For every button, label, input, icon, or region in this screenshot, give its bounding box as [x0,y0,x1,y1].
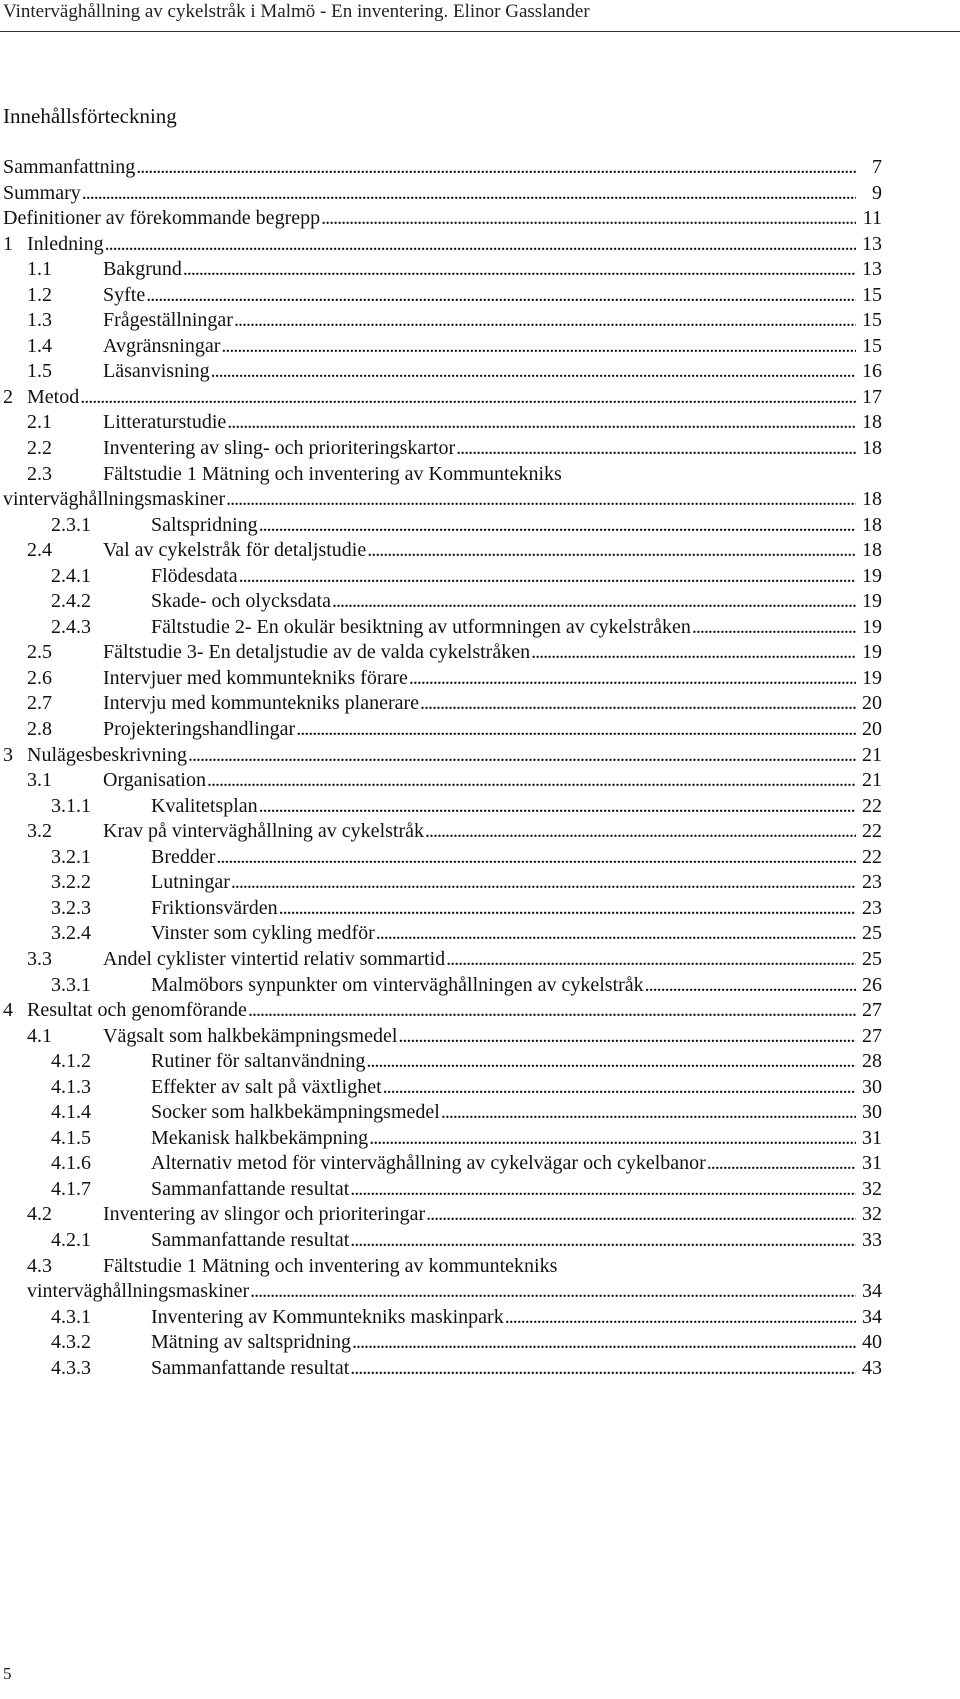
toc-entry-page: 18 [862,513,882,536]
toc-entry[interactable] [0,640,882,666]
dot-leader [350,1356,856,1382]
dot-leader [221,334,856,360]
toc-entry-page: 18 [862,539,882,562]
toc-entry[interactable] [0,1228,882,1254]
dot-leader [231,870,856,896]
toc-entry-label: Rutiner för saltanvändning [151,1050,366,1073]
toc-entry-label: Intervju med kommuntekniks planerare [103,692,420,715]
toc-entry-label: Andel cyklister vintertid relativ sommartid [103,947,446,970]
toc-entry[interactable] [0,1100,882,1126]
dot-leader [332,589,856,615]
toc-entry[interactable] [0,513,882,539]
toc-entry[interactable] [0,615,882,641]
toc-entry-page: 30 [862,1075,882,1098]
header-rule [0,31,960,32]
toc-entry[interactable] [0,257,882,283]
toc-entry[interactable] [0,385,882,411]
toc-entry-number: 3.2.1 [51,845,91,868]
toc-entry[interactable] [0,181,882,207]
toc-entry-label: Sammanfattande resultat [151,1228,350,1251]
toc-entry-number: 2.4.2 [51,590,91,613]
running-header [0,0,960,36]
toc-entry[interactable] [0,410,882,436]
toc-entry-number: 3 [3,743,13,766]
toc-title: Innehållsförteckning [3,104,177,128]
toc-entry-number: 1.2 [27,283,52,306]
toc-entry-page: 18 [862,437,882,460]
toc-entry-label: Syfte [103,283,146,306]
toc-entry-page: 22 [862,794,882,817]
toc-entry-number: 2.5 [27,641,52,664]
toc-entry[interactable] [0,1202,882,1228]
dot-leader [376,921,856,947]
toc-entry-page: 31 [862,1126,882,1149]
toc-entry-label: Litteraturstudie [103,411,227,434]
toc-entry[interactable] [0,1151,882,1177]
dot-leader [216,845,856,871]
toc-entry-label: Lutningar [151,871,230,894]
toc-entry-label: vinterväghållningsmaskiner [27,1280,250,1303]
dot-leader [234,308,856,334]
toc-entry[interactable] [0,870,882,896]
dot-leader [352,1330,856,1356]
toc-entry-number: 2.3 [27,462,52,485]
toc-entry-label: Saltspridning [151,513,258,536]
toc-entry-label: Summary [3,181,81,204]
toc-entry-label: Sammanfattning [3,156,136,178]
toc-entry-page: 26 [862,973,882,996]
toc-entry-page: 32 [862,1203,882,1226]
toc-entry[interactable] [0,436,882,462]
toc-entry[interactable] [0,1330,882,1356]
dot-leader [211,359,856,385]
dot-leader [279,896,856,922]
toc-entry[interactable] [0,538,882,564]
dot-leader [441,1100,856,1126]
toc-entry[interactable] [0,462,882,488]
toc-entry-page: 15 [862,283,882,306]
toc-entry-label: Bakgrund [103,258,182,281]
toc-entry-number: 1.5 [27,360,52,383]
header-text: Vinterväghållning av cykelstråk i Malmö - En inventering. Elinor Gasslander [3,1,590,22]
dot-leader [409,666,856,692]
toc-entry-label: Sammanfattande resultat [151,1177,350,1200]
toc-entry[interactable] [0,819,882,845]
toc-entry-label: Vägsalt som halkbekämpningsmedel [103,1024,398,1047]
toc-entry[interactable] [0,589,882,615]
toc-entry[interactable] [0,845,882,871]
toc-entry-number: 2.3.1 [51,513,91,536]
dot-leader [188,743,856,769]
toc-entry-number: 4.1.3 [51,1075,91,1098]
dot-leader [350,1228,856,1254]
toc-entry-number: 4.3.2 [51,1331,91,1354]
toc-entry-number: 3.1.1 [51,794,91,817]
toc-entry-label: Metod [27,385,80,408]
dot-leader [250,1279,856,1305]
toc-entry-label: vinterväghållningsmaskiner [3,488,226,511]
toc-entry[interactable] [0,666,882,692]
toc-entry-number: 2.6 [27,666,52,689]
toc-entry-page: 13 [862,258,882,281]
toc-entry[interactable] [0,896,882,922]
toc-entry[interactable] [0,487,882,513]
toc-entry-page: 19 [862,564,882,587]
toc-entry[interactable] [0,691,882,717]
dot-leader [248,998,856,1024]
dot-leader [296,717,856,743]
toc-entry-page: 25 [862,922,882,945]
dot-leader [420,691,856,717]
toc-entry-page: 16 [862,360,882,383]
toc-entry[interactable] [0,206,882,232]
toc-entry-label: Mekanisk halkbekämpning [151,1126,369,1149]
toc-entry-number: 2.4 [27,539,52,562]
toc-entry-page: 7 [872,156,882,178]
toc-entry-number: 3.2 [27,820,52,843]
toc-entry-label: Inventering av slingor och prioriteringar [103,1203,426,1226]
toc-entry-page: 17 [862,385,882,408]
dot-leader [645,973,856,999]
toc-entry-number: 4.3.3 [51,1356,91,1379]
toc-entry-label: Inledning [27,232,104,255]
toc-entry[interactable] [0,359,882,385]
dot-leader [383,1075,856,1101]
toc-entry-number: 2.4.3 [51,615,91,638]
toc-entry[interactable] [0,1305,882,1331]
dot-leader [426,1202,856,1228]
toc-entry-page: 34 [862,1305,882,1328]
dot-leader [398,1024,856,1050]
toc-entry-label: Flödesdata [151,564,238,587]
toc-entry[interactable] [0,1126,882,1152]
toc-entry-page: 28 [862,1050,882,1073]
toc-entry-number: 2 [3,385,13,408]
dot-leader [369,1126,856,1152]
toc-entry-page: 19 [862,641,882,664]
toc-entry-page: 15 [862,309,882,332]
toc-entry-label: Projekteringshandlingar [103,718,296,741]
toc-entry[interactable] [0,1075,882,1101]
toc-entry-number: 4.2 [27,1203,52,1226]
dot-leader [321,206,856,232]
dot-leader [505,1305,856,1331]
toc-entry-number: 3.2.3 [51,896,91,919]
toc-entry-label: Nulägesbeskrivning [27,743,187,766]
toc-entry-page: 23 [862,896,882,919]
dot-leader [207,768,856,794]
toc-entry-page: 40 [862,1331,882,1354]
toc-entry-label: Skade- och olycksdata [151,590,331,613]
toc-entry[interactable] [0,232,882,258]
toc-entry-page: 21 [862,769,882,792]
toc-entry[interactable] [0,717,882,743]
toc-entry-page: 11 [862,207,882,230]
dot-leader [456,436,856,462]
table-of-contents [0,155,882,1381]
toc-entry-page: 20 [862,692,882,715]
dot-leader [707,1151,856,1177]
toc-entry[interactable] [0,564,882,590]
toc-entry-label: Socker som halkbekämpningsmedel [151,1101,440,1124]
dot-leader [80,385,856,411]
toc-entry-label: Inventering av sling- och prioriteringskartor [103,437,456,460]
toc-entry-page: 23 [862,871,882,894]
toc-entry-page: 19 [862,615,882,638]
dot-leader [259,794,856,820]
toc-entry-label: Läsanvisning [103,360,210,383]
toc-entry-number: 3.1 [27,769,52,792]
toc-entry-number: 3.3.1 [51,973,91,996]
toc-entry-label: Kvalitetsplan [151,794,258,817]
toc-entry-number: 1.1 [27,258,52,281]
toc-entry-number: 4 [3,999,13,1022]
toc-entry-label: Avgränsningar [103,334,221,357]
toc-entry-page: 19 [862,590,882,613]
toc-entry[interactable] [0,308,882,334]
dot-leader [366,1049,856,1075]
toc-entry-label: Resultat och genomförande [27,999,247,1022]
toc-entry-page: 18 [862,411,882,434]
toc-entry-label: Effekter av salt på växtlighet [151,1075,382,1098]
toc-entry-number: 4.1.6 [51,1152,91,1175]
toc-entry-label: Mätning av saltspridning [151,1331,351,1354]
toc-entry-number: 4.3.1 [51,1305,91,1328]
toc-entry[interactable] [0,1279,882,1305]
dot-leader [146,283,856,309]
toc-entry-label: Fältstudie 2- En okulär besiktning av utformningen av cykelstråken [151,615,691,638]
toc-entry-label: Sammanfattande resultat [151,1356,350,1379]
page-number: 5 [3,1664,12,1683]
toc-entry-page: 32 [862,1177,882,1200]
dot-leader [105,232,856,258]
toc-entry-label: Bredder [151,845,216,868]
toc-entry-label: Organisation [103,769,206,792]
toc-entry-page: 33 [862,1228,882,1251]
toc-entry[interactable] [0,947,882,973]
toc-entry-number: 4.1.7 [51,1177,91,1200]
toc-entry-label: Fältstudie 1 Mätning och inventering av kommuntekniks [103,1254,558,1277]
dot-leader [226,487,856,513]
dot-leader [367,538,856,564]
toc-entry-page: 43 [862,1356,882,1379]
toc-entry-number: 1.3 [27,309,52,332]
toc-entry-page: 22 [862,820,882,843]
dot-leader [227,410,856,436]
toc-entry[interactable] [0,973,882,999]
toc-entry-number: 2.7 [27,692,52,715]
toc-entry-number: 3.2.2 [51,871,91,894]
toc-entry-number: 2.1 [27,411,52,434]
toc-entry-page: 27 [862,1024,882,1047]
toc-entry-label: Friktionsvärden [151,896,278,919]
toc-entry-number: 3.2.4 [51,922,91,945]
toc-entry-number: 2.4.1 [51,564,91,587]
toc-entry[interactable] [0,1177,882,1203]
toc-entry[interactable] [0,743,882,769]
dot-leader [531,640,856,666]
toc-entry-label: Malmöbors synpunkter om vinterväghållningen av cykelstråk [151,973,644,996]
toc-entry[interactable] [0,768,882,794]
toc-entry-page: 22 [862,845,882,868]
toc-entry[interactable] [0,1254,882,1280]
dot-leader [82,181,856,207]
toc-entry-page: 19 [862,666,882,689]
toc-entry[interactable] [0,283,882,309]
toc-entry-page: 18 [862,488,882,511]
dot-leader [183,257,856,283]
dot-leader [350,1177,856,1203]
toc-entry-number: 1.4 [27,334,52,357]
toc-entry-page: 15 [862,334,882,357]
toc-entry-label: Inventering av Kommuntekniks maskinpark [151,1305,504,1328]
toc-entry-number: 4.1.4 [51,1101,91,1124]
toc-entry-page: 20 [862,718,882,741]
toc-entry-number: 2.8 [27,718,52,741]
toc-entry[interactable] [0,794,882,820]
toc-entry-page: 27 [862,999,882,1022]
toc-entry[interactable] [0,998,882,1024]
toc-entry[interactable] [0,155,882,181]
toc-entry-label: Intervjuer med kommuntekniks förare [103,666,408,689]
toc-entry-number: 3.3 [27,947,52,970]
toc-entry-page: 13 [862,232,882,255]
dot-leader [259,513,856,539]
toc-entry-number: 4.1 [27,1024,52,1047]
toc-entry[interactable] [0,334,882,360]
dot-leader [239,564,856,590]
toc-entry-page: 25 [862,947,882,970]
toc-entry-label: Alternativ metod för vinterväghållning av cykelvägar och cykelbanor [151,1152,706,1175]
toc-entry-label: Krav på vinterväghållning av cykelstråk [103,820,424,843]
toc-entry-number: 4.1.2 [51,1050,91,1073]
toc-entry[interactable] [0,1024,882,1050]
toc-entry-number: 4.3 [27,1254,52,1277]
toc-entry-number: 4.1.5 [51,1126,91,1149]
dot-leader [446,947,856,973]
toc-entry-page: 9 [872,181,882,204]
dot-leader [692,615,856,641]
toc-entry-label: Frågeställningar [103,309,233,332]
dot-leader [136,155,856,181]
toc-entry-label: Definitioner av förekommande begrepp [3,207,321,230]
toc-entry-number: 1 [3,232,13,255]
toc-entry-label: Fältstudie 3- En detaljstudie av de valda cykelstråken [103,641,531,664]
toc-entry-page: 31 [862,1152,882,1175]
toc-entry-number: 4.2.1 [51,1228,91,1251]
toc-entry-label: Val av cykelstråk för detaljstudie [103,539,367,562]
toc-entry-page: 34 [862,1280,882,1303]
dot-leader [425,819,856,845]
toc-entry-page: 21 [862,743,882,766]
toc-entry[interactable] [0,921,882,947]
toc-entry[interactable] [0,1049,882,1075]
toc-entry[interactable] [0,1356,882,1382]
toc-entry-label: Fältstudie 1 Mätning och inventering av Kommuntekniks [103,462,562,485]
toc-entry-number: 2.2 [27,437,52,460]
toc-entry-page: 30 [862,1101,882,1124]
toc-entry-label: Vinster som cykling medför [151,922,375,945]
